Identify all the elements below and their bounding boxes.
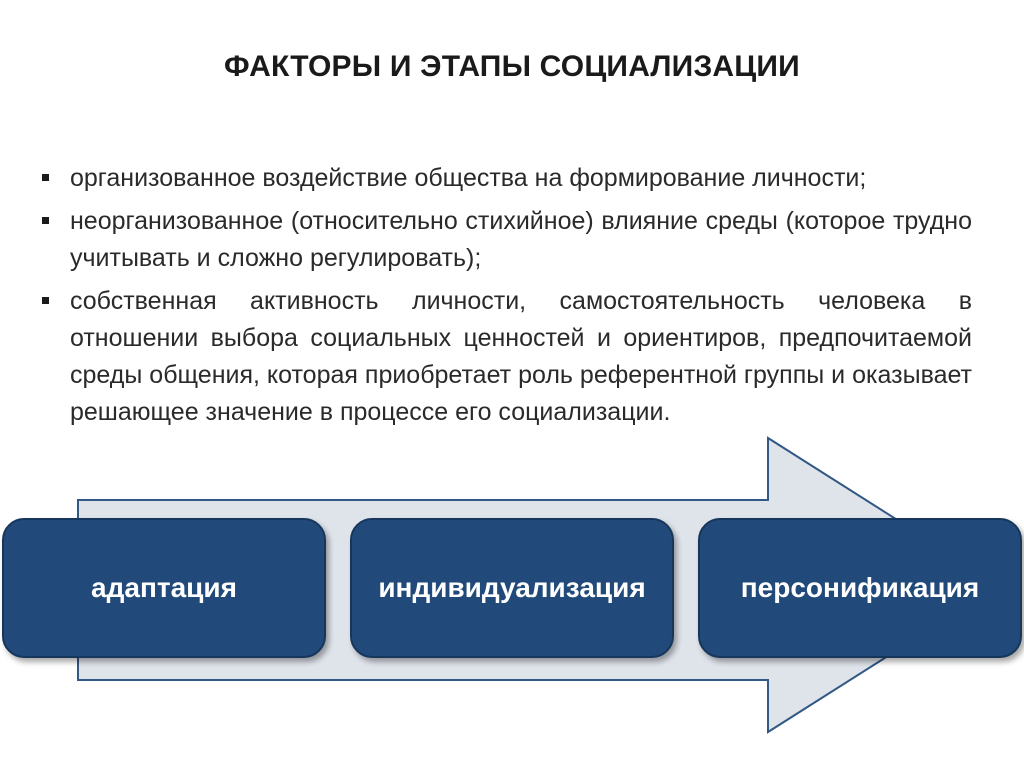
stage-label: адаптация: [91, 572, 237, 603]
factor-text: неорганизованное (относительно стихийное) влияние среды (которое трудно учитывать и сложно регулировать);: [70, 207, 972, 272]
stage-label: персонификация: [740, 572, 980, 603]
slide-title: ФАКТОРЫ И ЭТАПЫ СОЦИАЛИЗАЦИИ: [224, 50, 800, 83]
stage-individualization: [350, 518, 674, 658]
stage-adaptation: [2, 518, 326, 658]
stage-label: индивидуализация: [378, 572, 646, 603]
factor-text: организованное воздействие общества на формирование личности;: [70, 164, 867, 192]
stage-personification: [698, 518, 1022, 658]
factor-text: собственная активность личности, самостоятельность человека в отношении выбора социальных ценностей и ориентиров, предпочитаемой среды общения, которая приобретает роль референтной группы и оказывает решающее значение в процессе его социализации.: [70, 287, 972, 426]
